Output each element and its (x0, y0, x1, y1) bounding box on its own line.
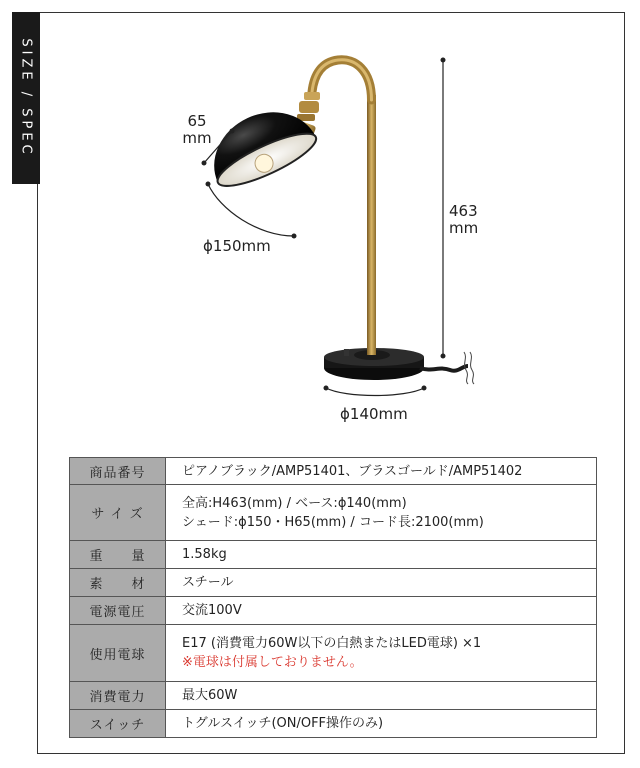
base-diameter-label: ϕ140mm (340, 405, 408, 423)
spec-row-material (70, 569, 597, 597)
shade-height-unit: mm (182, 129, 212, 147)
total-height-value: 463 (449, 202, 478, 220)
spec-label: 使用電球 (70, 625, 166, 682)
spec-row-product-number (70, 458, 597, 485)
spec-value: シェード:ϕ150・H65(mm) / コード長:2100(mm) (182, 514, 484, 530)
total-height-label (449, 203, 478, 237)
shade-height-label (180, 113, 214, 147)
lamp-arm (288, 60, 376, 355)
height-dimension-line (441, 58, 446, 359)
spec-row-weight (70, 541, 597, 569)
spec-label: 重 量 (70, 541, 166, 569)
section-tab-label: SIZE / SPEC (18, 38, 34, 158)
spec-value: 最大60W (182, 688, 238, 703)
bulb-not-included-note: ※電球は付属しておりません。 (182, 655, 363, 670)
spec-label: スイッチ (70, 710, 166, 738)
spec-label: 素 材 (70, 569, 166, 597)
spec-table (69, 457, 597, 738)
spec-row-size (70, 485, 597, 541)
shade-height-value: 65 (187, 112, 207, 130)
spec-row-switch (70, 710, 597, 738)
base-diameter-dimension-arc (324, 386, 427, 396)
spec-row-bulb (70, 625, 597, 682)
shade-diameter-dimension-arc (206, 182, 297, 239)
total-height-unit: mm (449, 219, 479, 237)
spec-value: ピアノブラック/AMP51401、ブラスゴールド/AMP51402 (182, 463, 523, 479)
spec-label: サ イ ズ (70, 485, 166, 541)
spec-label: 商品番号 (70, 458, 166, 485)
shade-diameter-label: ϕ150mm (203, 237, 271, 255)
spec-value: 全高:H463(mm) / ベース:ϕ140(mm) (182, 495, 407, 511)
spec-value: 交流100V (182, 603, 242, 618)
spec-value: E17 (消費電力60W以下の白熱またはLED電球) ×1 (182, 636, 482, 651)
spec-value: スチール (182, 575, 234, 590)
spec-value: トグルスイッチ(ON/OFF操作のみ) (182, 716, 384, 731)
power-cord (420, 352, 474, 384)
spec-value: 1.58kg (182, 547, 227, 562)
spec-label: 電源電圧 (70, 597, 166, 625)
spec-row-voltage (70, 597, 597, 625)
spec-row-power (70, 682, 597, 710)
spec-label: 消費電力 (70, 682, 166, 710)
